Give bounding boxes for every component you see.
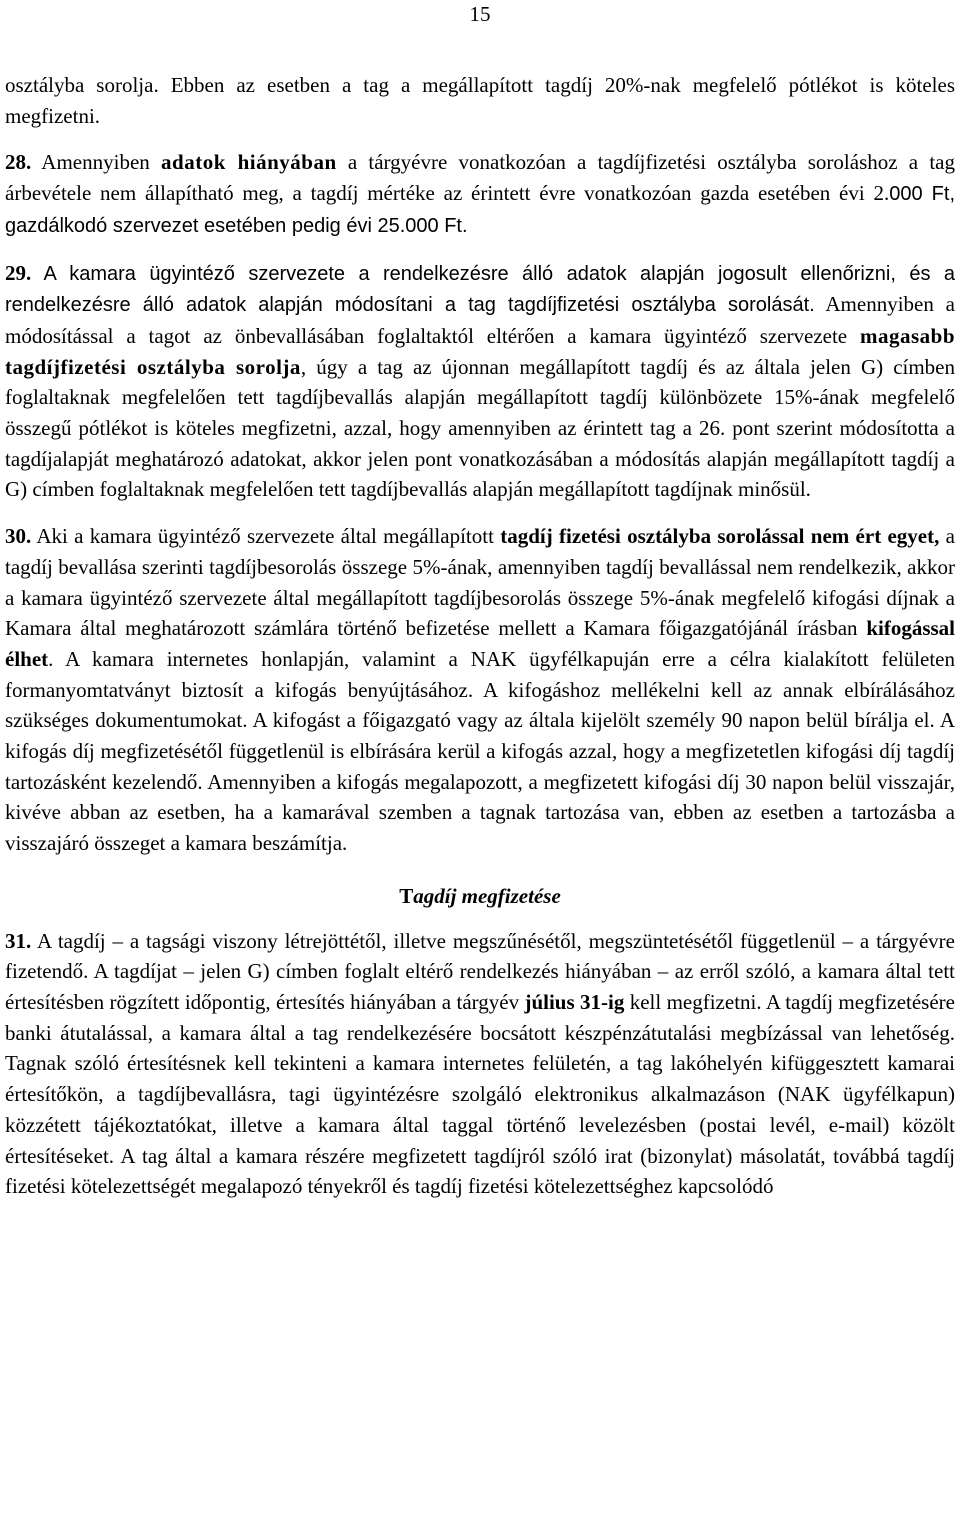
section-heading: [5, 881, 955, 912]
paragraph-29: [5, 258, 955, 506]
paragraph-31: [5, 926, 955, 1202]
heading-text: agdíj megfizetése: [413, 883, 561, 908]
emphasis-text: kifogással élhet: [5, 616, 955, 671]
emphasis-text: tagdíj fizetési osztályba sorolással nem ért egyet,: [500, 524, 940, 549]
paragraph-number: 31.: [5, 928, 32, 953]
paragraph-number: 29.: [5, 260, 32, 285]
paragraph-text: 000 Ft, gazdálkodó szervezet esetében pedig évi 25.000 Ft.: [5, 183, 955, 237]
paragraph-text: Amennyiben a módosítással a tagot az önbevallásában foglaltaktól eltérően a kamara ügyintéző szervezete: [5, 292, 956, 348]
emphasis-text: magasabb tagdíjfizetési osztályba sorolja: [5, 323, 955, 379]
paragraph-text: kell megfizetni. A tagdíj megfizetésére banki átutalással, a kamara által a tag rendelkezésére bocsátott készpénzátutalási megbízással van lehetőség. Tagnak szóló értesítésnek kell tekinteni a kamara internetes felületén, a tag lakóhelyén kifüggesztett kamarai értesítőkön, a tagdíjbevallásra, tagi ügyintézésre szolgáló elektronikus alkalmazáson (NAK ügyfélkapun) közzétett tájékoztatókat, illetve a kamara által taggal történő levelezésben (postai levél, e-mail) közölt értesítéseket. A tag által a kamara részére megfizetett tagdíjról szóló irat (bizonylat) másolatát, továbbá tagdíj fizetési kötelezettségét megalapozó tényekről és tagdíj fizetési kötelezettséghez kapcsolódó: [5, 989, 955, 1199]
paragraph-28: [5, 147, 955, 241]
paragraph-continuation: [5, 70, 955, 131]
paragraph-30: [5, 521, 955, 859]
paragraph-text: a tárgyévre vonatkozóan a tagdíjfizetési osztályba soroláshoz a tag árbevétele nem állapítható meg, a tagdíj mértéke az érintett évre vonatkozóan gazda esetében évi 2.: [5, 150, 955, 206]
heading-initial: T: [399, 883, 414, 908]
document-body: [5, 70, 955, 1202]
paragraph-text: , úgy a tag az újonnan megállapított tagdíj és az általa jelen G) címben foglaltaknak megfelelően tett tagdíjbevallás alapján megállapított tagdíj különbözete 15%-ának megfelelő összegű pótlékot is köteles megfizetni, azzal, hogy amennyiben az érintett tag a 26. pont szerint módosította a tagdíjalapját meghatározó adatokat, akkor jelen pont vonatkozásában a módosítás alapján megállapított tagdíj a G) címben foglaltaknak megfelelően tett tagdíjbevallás alapján megállapított tagdíjnak minősül.: [5, 354, 956, 502]
page-number: 15: [469, 2, 491, 26]
paragraph-text: Amennyiben: [31, 150, 162, 175]
paragraph-text: A kamara ügyintéző szervezete a rendelkezésre álló adatok alapján jogosult ellenőrizni, és a rendelkezésre álló adatok alapján módosítani a tag tagdíjfizetési osztályba sorolását.: [5, 262, 955, 317]
paragraph-text: Aki a kamara ügyintéző szervezete által megállapított: [31, 524, 501, 549]
paragraph-text: . A kamara internetes honlapján, valamint a NAK ügyfélkapuján erre a célra kialakított felületen formanyomtatványt biztosít a kifogás benyújtásához. A kifogáshoz mellékelni kell az annak elbírálásához szükséges dokumentumokat. A kifogást a főigazgató vagy az általa kijelölt személy 90 napon belül bírálja el. A kifogás díj megfizetésétől függetlenül is elbírására kerül a kifogás azzal, hogy a megfizetetlen kifogási díj tagdíj tartozásként kezelendő. Amennyiben a kifogás megalapozott, a megfizetett kifogási díj 30 napon belül visszajár, kivéve abban az esetben, ha a kamarával szemben a tagnak tartozása van, ebben az esetben a tartozásba a visszajáró összeget a kamara beszámítja.: [5, 646, 955, 856]
paragraph-number: 28.: [5, 150, 32, 175]
emphasis-text: július 31-ig: [524, 989, 625, 1014]
emphasis-text: adatok hiányában: [161, 150, 337, 175]
paragraph-number: 30.: [5, 524, 32, 549]
paragraph-text: a tagdíj bevallása szerinti tagdíjbesorolás összege 5%-ának, amennyiben tagdíj bevallással nem rendelkezik, akkor a kamara ügyintéző szervezete által megállapított tagdíjbesorolás összege 5%-ának megfelelő kifogási díjnak a Kamara által meghatározott számlára történő befizetése mellett a Kamara főigazgatójánál írásban: [5, 524, 955, 641]
paragraph-text: osztályba sorolja. Ebben az esetben a tag a megállapított tagdíj 20%-nak megfelelő pótlékot is köteles megfizetni.: [5, 73, 955, 128]
paragraph-text: A tagdíj – a tagsági viszony létrejöttétől, illetve megszűnésétől, megszüntetésétől függetlenül – a tárgyévre fizetendő. A tagdíjat – jelen G) címben foglalt eltérő rendelkezés hiányában – az erről szóló, a kamara által tett értesítésben rögzített időpontig, értesítés hiányában a tárgyév: [5, 928, 955, 1014]
